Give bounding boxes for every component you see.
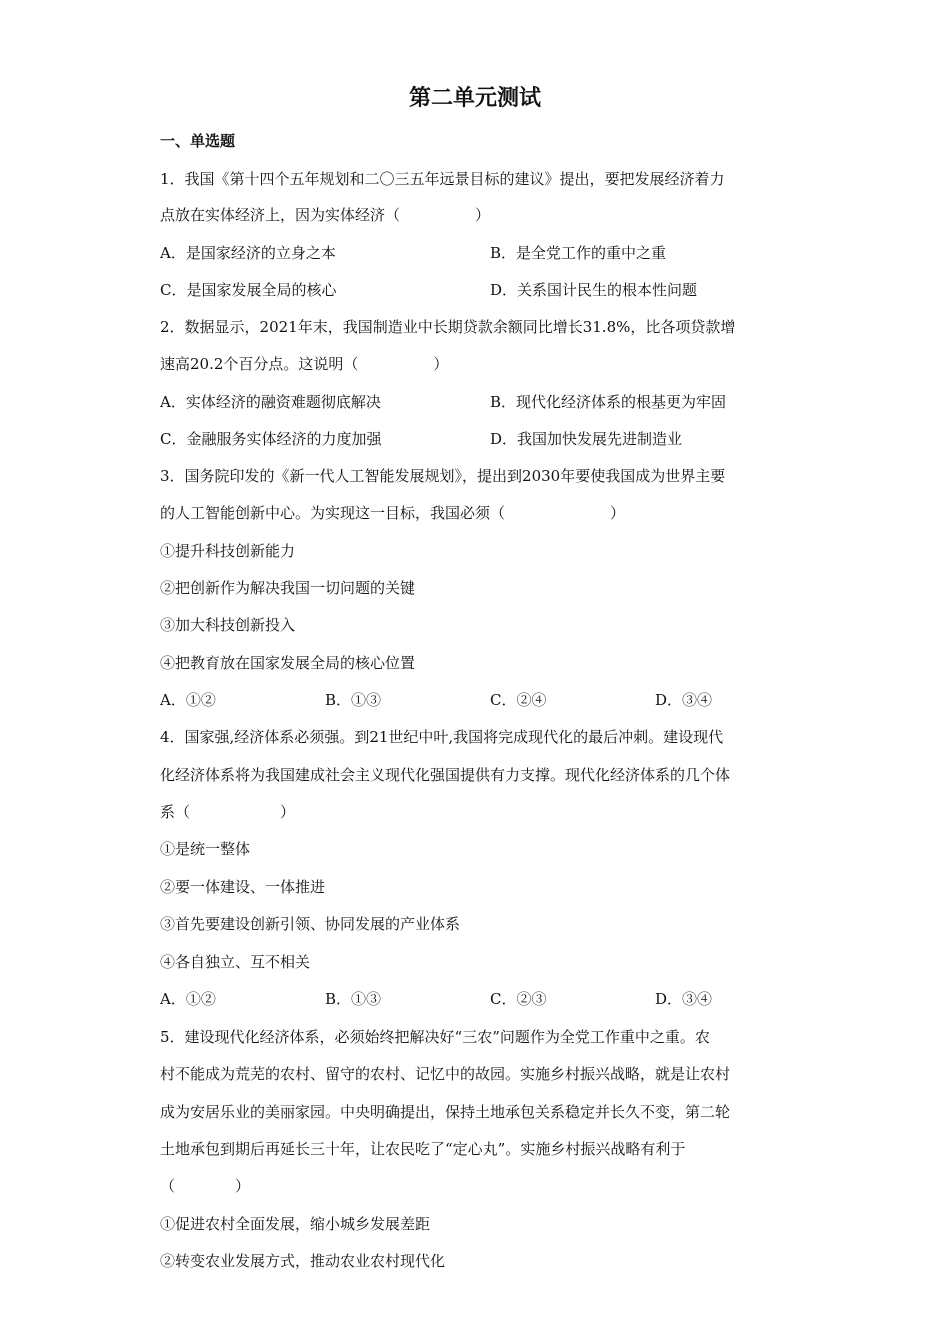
- question-5-line-4: 土地承包到期后再延长三十年，让农民吃了“定心丸”。实施乡村振兴战略有利于: [160, 1140, 686, 1158]
- question-5-line-3: 成为安居乐业的美丽家园。中央明确提出，保持土地承包关系稳定并长久不变，第二轮: [160, 1103, 731, 1121]
- question-3-item-1: ①提升科技创新能力: [160, 542, 296, 560]
- question-1-line-2: 点放在实体经济上，因为实体经济（ ）: [160, 206, 491, 224]
- question-3-item-2: ②把创新作为解决我国一切问题的关键: [160, 579, 416, 597]
- question-3-item-3: ③加大科技创新投入: [160, 616, 296, 634]
- question-4-line-2: 化经济体系将为我国建成社会主义现代化强国提供有力支撑。现代化经济体系的几个体: [160, 766, 731, 784]
- question-4-item-4: ④各自独立、互不相关: [160, 953, 311, 971]
- question-1-option-d: D．关系国计民生的根本性问题: [490, 281, 698, 299]
- question-4-option-b: B．①③: [325, 990, 382, 1008]
- question-5-item-2: ②转变农业发展方式，推动农业农村现代化: [160, 1252, 446, 1270]
- question-2-option-d: D．我国加快发展先进制造业: [490, 430, 683, 448]
- page-title: 第二单元测试: [408, 86, 541, 111]
- question-4-option-d: D．③④: [655, 990, 713, 1008]
- question-4-item-1: ①是统一整体: [160, 840, 251, 858]
- question-5-line-5: （ ）: [160, 1177, 251, 1195]
- question-1-line-1: 1．我国《第十四个五年规划和二〇三五年远景目标的建议》提出，要把发展经济着力: [160, 170, 725, 188]
- question-4-option-a: A．①②: [160, 990, 216, 1008]
- section-heading: 一、单选题: [160, 132, 236, 150]
- question-4-item-2: ②要一体建设、一体推进: [160, 878, 326, 896]
- question-3-option-b: B．①③: [325, 691, 382, 709]
- question-2-option-b: B．现代化经济体系的根基更为牢固: [490, 393, 727, 411]
- question-4-option-c: C．②③: [490, 990, 547, 1008]
- question-5-line-2: 村不能成为荒芜的农村、留守的农村、记忆中的故园。实施乡村振兴战略，就是让农村: [160, 1065, 731, 1083]
- question-3-option-a: A．①②: [160, 691, 216, 709]
- question-4-line-3: 系（ ）: [160, 803, 296, 821]
- question-2-option-c: C．金融服务实体经济的力度加强: [160, 430, 382, 448]
- question-5-item-1: ①促进农村全面发展，缩小城乡发展差距: [160, 1215, 431, 1233]
- question-2-line-2: 速高20.2个百分点。这说明（ ）: [160, 355, 449, 373]
- question-3-line-2: 的人工智能创新中心。为实现这一目标，我国必须（ ）: [160, 504, 626, 522]
- question-3-item-4: ④把教育放在国家发展全局的核心位置: [160, 654, 416, 672]
- question-4-item-3: ③首先要建设创新引领、协同发展的产业体系: [160, 915, 461, 933]
- question-3-option-d: D．③④: [655, 691, 713, 709]
- question-1-option-b: B．是全党工作的重中之重: [490, 244, 667, 262]
- question-4-line-1: 4．国家强,经济体系必须强。到21世纪中叶,我国将完成现代化的最后冲刺。建设现代: [160, 728, 724, 746]
- question-1-option-c: C．是国家发展全局的核心: [160, 281, 337, 299]
- question-3-option-c: C．②④: [490, 691, 547, 709]
- question-1-option-a: A．是国家经济的立身之本: [160, 244, 336, 262]
- question-2-option-a: A．实体经济的融资难题彻底解决: [160, 393, 381, 411]
- question-3-line-1: 3．国务院印发的《新一代人工智能发展规划》，提出到2030年要使我国成为世界主要: [160, 467, 726, 485]
- question-2-line-1: 2．数据显示，2021年末，我国制造业中长期贷款余额同比增长31.8%，比各项贷款增: [160, 318, 736, 336]
- question-5-line-1: 5．建设现代化经济体系，必须始终把解决好“三农”问题作为全党工作重中之重。农: [160, 1028, 710, 1046]
